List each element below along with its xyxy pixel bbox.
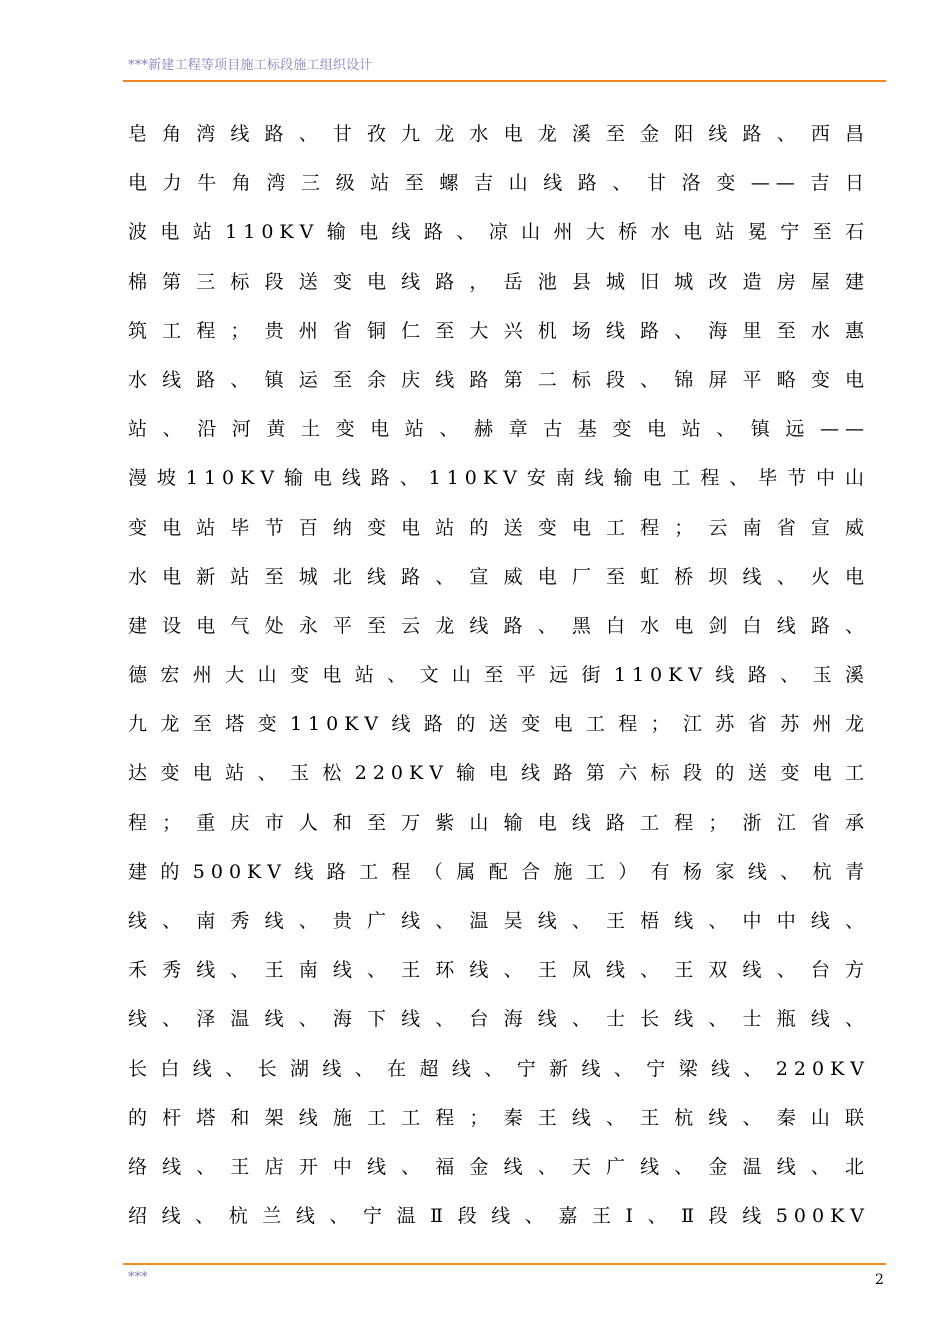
text-line: 德宏州大山变电站、文山至平远街110KV线路、玉溪 bbox=[128, 664, 870, 687]
running-footer: *** bbox=[128, 1270, 148, 1285]
text-line: 水线路、镇运至余庆线路第二标段、锦屏平略变电 bbox=[128, 368, 870, 391]
text-line: 线、南秀线、贵广线、温吴线、王梧线、中中线、 bbox=[128, 910, 870, 932]
running-header: ***新建工程等项目施工标段施工组织设计 bbox=[128, 58, 373, 73]
text-line: 绍线、杭兰线、宁温Ⅱ段线、嘉王Ⅰ、Ⅱ段线500KV bbox=[128, 1205, 870, 1228]
text-line: 漫坡110KV输电线路、110KV安南线输电工程、毕节中山 bbox=[128, 467, 870, 490]
text-line: 线、泽温线、海下线、台海线、士长线、士瓶线、 bbox=[128, 1008, 870, 1031]
text-line: 的杆塔和架线施工工程；秦王线、王杭线、秦山联 bbox=[128, 1106, 870, 1129]
header-rule bbox=[123, 80, 886, 82]
footer-rule bbox=[123, 1263, 886, 1265]
text-line: 水电新站至城北线路、宣威电厂至虹桥坝线、火电 bbox=[128, 565, 870, 588]
text-line: 筑工程；贵州省铜仁至大兴机场线路、海里至水惠 bbox=[128, 319, 870, 342]
text-line: 站、沿河黄土变电站、赫章古基变电站、镇远—— bbox=[128, 418, 870, 441]
text-line: 程；重庆市人和至万紫山输电线路工程；浙江省承 bbox=[128, 811, 870, 834]
page-number: 2 bbox=[875, 1272, 884, 1288]
text-line: 建的500KV线路工程（属配合施工）有杨家线、杭青 bbox=[128, 860, 870, 883]
text-line: 禾秀线、王南线、王环线、王凤线、王双线、台方 bbox=[128, 959, 870, 982]
text-line: 棉第三标段送变电线路，岳池县城旧城改造房屋建 bbox=[128, 270, 870, 293]
text-line: 皂角湾线路、甘孜九龙水电龙溪至金阳线路、西昌 bbox=[128, 123, 870, 145]
text-line: 长白线、长湖线、在超线、宁新线、宁梁线、220KV bbox=[128, 1057, 870, 1080]
text-line: 络线、王店开中线、福金线、天广线、金温线、北 bbox=[128, 1155, 870, 1178]
text-line: 电力牛角湾三级站至螺吉山线路、甘洛变——吉日 bbox=[128, 172, 870, 195]
text-line: 波电站110KV输电线路、凉山州大桥水电站冕宁至石 bbox=[128, 221, 870, 244]
text-line: 变电站毕节百纳变电站的送变电工程；云南省宣威 bbox=[128, 516, 870, 539]
text-line: 达变电站、玉松220KV输电线路第六标段的送变电工 bbox=[128, 762, 870, 785]
body-paragraph bbox=[128, 110, 870, 1241]
text-line: 建设电气处永平至云龙线路、黑白水电剑白线路、 bbox=[128, 614, 870, 637]
text-line: 九龙至塔变110KV线路的送变电工程；江苏省苏州龙 bbox=[128, 713, 870, 736]
